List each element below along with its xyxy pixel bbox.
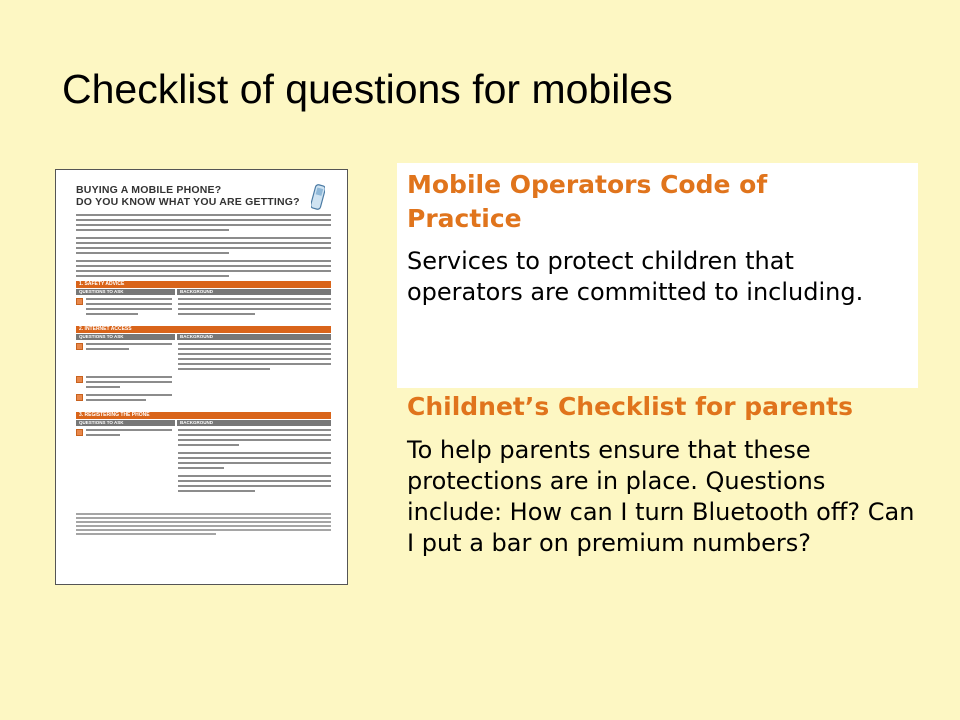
question-marker-icon xyxy=(76,394,83,401)
leaflet-column-header xyxy=(76,334,331,340)
question-marker-icon xyxy=(76,376,83,383)
leaflet-section-band: 1. SAFETY ADVICE xyxy=(76,281,331,288)
leaflet-section-band: 3. REGISTERING THE PHONE xyxy=(76,412,331,419)
leaflet-question-row xyxy=(76,376,331,391)
slide-title: Checklist of questions for mobiles xyxy=(62,66,673,112)
leaflet-thumbnail xyxy=(55,169,348,585)
leaflet-column-header xyxy=(76,289,331,295)
col-right-label: BACKGROUND xyxy=(177,420,331,426)
leaflet-title xyxy=(76,184,301,208)
col-left-label: QUESTIONS TO ASK xyxy=(76,420,175,426)
leaflet-footnote xyxy=(76,513,331,535)
col-right-label: BACKGROUND xyxy=(177,334,331,340)
leaflet-title-line2: DO YOU KNOW WHAT YOU ARE GETTING? xyxy=(76,196,300,208)
leaflet-question-row xyxy=(76,298,331,318)
section-heading-childnet-checklist: Childnet’s Checklist for parents xyxy=(407,392,853,421)
section-body-childnet-checklist: To help parents ensure that these protections are in place. Questions include: How can I turn Bluetooth off? Can I put a bar on premium numbers? xyxy=(407,436,915,557)
question-marker-icon xyxy=(76,298,83,305)
leaflet-question-row xyxy=(76,394,331,404)
question-marker-icon xyxy=(76,429,83,436)
leaflet-column-header xyxy=(76,420,331,426)
section-heading-code-of-practice: Mobile Operators Code of Practice xyxy=(407,170,768,233)
leaflet-question-row xyxy=(76,343,331,373)
section-body-code-of-practice: Services to protect children that operators are committed to including. xyxy=(407,247,864,306)
leaflet-intro-text xyxy=(76,214,331,277)
leaflet-title-line1: BUYING A MOBILE PHONE? xyxy=(76,184,222,196)
mobile-phone-icon xyxy=(311,184,325,210)
col-right-label: BACKGROUND xyxy=(177,289,331,295)
question-marker-icon xyxy=(76,343,83,350)
col-left-label: QUESTIONS TO ASK xyxy=(76,289,175,295)
col-left-label: QUESTIONS TO ASK xyxy=(76,334,175,340)
leaflet-section-band: 2. INTERNET ACCESS xyxy=(76,326,331,333)
leaflet-question-row xyxy=(76,429,331,495)
